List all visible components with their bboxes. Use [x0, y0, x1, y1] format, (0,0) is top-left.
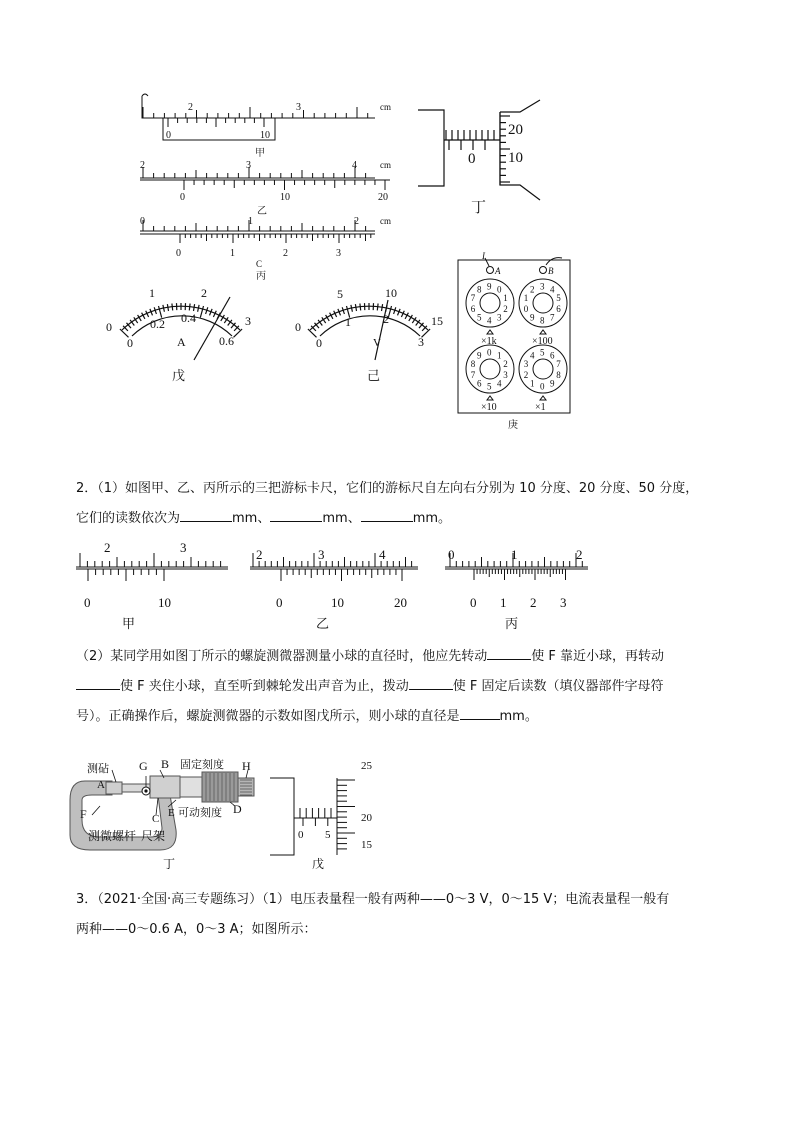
- dial-digit: 6: [556, 303, 561, 314]
- dial-digit: 9: [487, 281, 492, 292]
- bing-top-main-0: 0: [140, 216, 145, 227]
- bing-top-ver-2: 2: [283, 248, 288, 259]
- jia-top-ver-10: 10: [260, 130, 270, 141]
- part-G: G: [139, 759, 148, 773]
- ding-top-10: 10: [508, 150, 523, 166]
- scale-tick: [355, 304, 356, 311]
- dial-digit: 5: [540, 347, 545, 358]
- mid-bing-ver-1: 1: [500, 595, 507, 610]
- q2-p2-l3b: mm。: [499, 709, 538, 724]
- jia-top-unit: cm: [380, 102, 391, 112]
- q2-p2-l1a: （2）某同学用如图丁所示的螺旋测微器测量小球的直径时，他应先转动: [76, 649, 488, 664]
- caliper-bing-top: [140, 220, 375, 243]
- voltmeter-ji: [308, 300, 430, 360]
- part-B: B: [161, 757, 170, 771]
- dial-digit: 0: [487, 347, 492, 358]
- answer-blank-3[interactable]: [361, 507, 413, 522]
- mid-yi-label: 乙: [316, 617, 330, 632]
- dial-digit: 3: [540, 281, 545, 292]
- wu-sleeve-5: 5: [325, 829, 331, 841]
- dial-pointer: [540, 330, 546, 334]
- dial-inner: [480, 359, 500, 379]
- wu-thimble-15: 15: [361, 839, 372, 851]
- dial-digit: 8: [470, 359, 476, 370]
- dial-digit: 4: [550, 284, 555, 295]
- geng-caption: 庚: [508, 420, 518, 431]
- dial-digit: 6: [470, 303, 476, 314]
- dial-digit: 4: [530, 350, 535, 361]
- ji-upper-0: 0: [295, 320, 301, 334]
- bing-top-main-1: 1: [248, 216, 253, 227]
- ammeter-wu: [120, 297, 242, 360]
- mid-bing-ver-0: 0: [470, 595, 477, 610]
- yi-top-main-4: 4: [352, 160, 357, 171]
- dial-digit: 1: [503, 293, 508, 304]
- part-C: C: [152, 813, 160, 825]
- unit-1: mm: [232, 511, 258, 526]
- q3-line2: 两种——0～0.6 A，0～3 A；如图所示：: [76, 922, 317, 937]
- unit-2: mm: [322, 511, 348, 526]
- dial-digit: 3: [523, 359, 529, 370]
- jia-top-main-3: 3: [296, 102, 301, 113]
- wu-sleeve-0: 0: [298, 829, 304, 841]
- dial-digit: 6: [550, 350, 555, 361]
- geng-x1: ×1: [535, 402, 546, 413]
- mid-bing-main-1: 1: [511, 547, 518, 562]
- wu-thimble-25: 25: [361, 760, 372, 772]
- wu-upper-2: 2: [201, 286, 207, 300]
- dial-digit: 3: [503, 369, 508, 380]
- scale-tick: [159, 306, 162, 318]
- scale-tick: [163, 305, 165, 312]
- jia-top-ver-0: 0: [166, 130, 171, 141]
- part-E: E: [168, 807, 175, 819]
- part-A: A: [97, 779, 105, 791]
- dial-digit: 7: [556, 359, 561, 370]
- ji-lower-0: 0: [316, 336, 322, 350]
- geng-x100: ×100: [532, 336, 553, 347]
- dial-digit: 7: [470, 293, 476, 304]
- yi-top-ver-0: 0: [180, 192, 185, 203]
- part-frame: 尺架: [141, 829, 166, 843]
- resistance-box-geng: [458, 258, 570, 413]
- mid-jia-main-3: 3: [180, 540, 187, 555]
- dial-digit: 1: [530, 378, 535, 389]
- dial-digit: 3: [497, 312, 502, 323]
- dial-digit: 8: [540, 315, 545, 326]
- micrometer-wu-reading: [270, 778, 355, 855]
- geng-x1k: ×1k: [481, 336, 497, 347]
- scale-tick: [351, 305, 353, 312]
- dial-digit: 2: [503, 359, 508, 370]
- q2-line2: [76, 504, 736, 534]
- ji-lower-2: 2: [383, 312, 389, 326]
- part-anvil: 测砧: [87, 762, 109, 775]
- end-1: 。: [438, 511, 452, 526]
- dial-digit: 7: [550, 312, 555, 323]
- ji-caption: 己: [367, 369, 381, 384]
- wu-caption: 戊: [172, 369, 186, 384]
- ding-top-0: 0: [468, 151, 476, 167]
- dial-digit: 4: [497, 378, 502, 389]
- ji-lower-3: 3: [418, 335, 424, 349]
- mid-yi-ver-20: 20: [394, 595, 407, 610]
- answer-blank-1[interactable]: [180, 507, 232, 522]
- part-spindle: 测微螺杆: [88, 829, 137, 843]
- ji-upper-15: 15: [431, 314, 443, 328]
- mid-yi-ver-0: 0: [276, 595, 283, 610]
- dial-digit: 8: [477, 284, 482, 295]
- ding-caption-lower: 丁: [163, 857, 176, 871]
- dial-digit: 5: [477, 312, 482, 323]
- yi-top-label: 乙: [257, 206, 267, 217]
- q2-part1-line1: （1）如图甲、乙、丙所示的三把游标卡尺，它们的游标尺自左向右分别为 10 分度、20 分度、50 分度，: [97, 481, 699, 496]
- ding-top-caption: 丁: [471, 198, 487, 216]
- bing-top-main-2: 2: [354, 216, 359, 227]
- wu-thimble-20: 20: [361, 812, 372, 824]
- dial-digit: 6: [477, 378, 482, 389]
- yi-top-main-3: 3: [246, 160, 251, 171]
- dial-digit: 5: [487, 381, 492, 392]
- mid-bing-label: 丙: [505, 617, 519, 632]
- mid-bing-main-0: 0: [448, 547, 455, 562]
- sep-2: 、: [347, 511, 361, 526]
- caliper-jia-top: [142, 94, 375, 140]
- yi-top-ver-10: 10: [280, 192, 290, 203]
- scale-tick: [167, 304, 168, 311]
- part-F: F: [80, 807, 87, 821]
- geng-A: A: [495, 266, 501, 276]
- q2-p2-l3a: 号）。正确操作后，螺旋测微器的示数如图戊所示，则小球的直径是: [76, 709, 460, 724]
- part-movable-scale: 可动刻度: [178, 806, 222, 819]
- scale-tick: [360, 304, 361, 311]
- scale-tick: [198, 305, 200, 312]
- dial-digit: 9: [530, 312, 535, 323]
- wu-lower-02: 0.2: [150, 317, 165, 331]
- dial-digit: 1: [497, 350, 502, 361]
- answer-blank-7[interactable]: [460, 705, 500, 720]
- mid-jia-ver-10: 10: [158, 595, 171, 610]
- wu-lower-0: 0: [127, 336, 133, 350]
- wu-lower-04: 0.4: [181, 311, 196, 325]
- mid-yi-main-3: 3: [318, 547, 325, 562]
- mid-bing-main-2: 2: [576, 547, 583, 562]
- wu-upper-3: 3: [245, 314, 251, 328]
- dial-digit: 7: [470, 369, 476, 380]
- geng-I: I: [482, 251, 485, 261]
- answer-blank-6[interactable]: [409, 675, 453, 690]
- scale-tick: [189, 304, 190, 311]
- dial-pointer: [540, 396, 546, 400]
- dial-digit: 2: [530, 284, 535, 295]
- part-fixed-scale: 固定刻度: [180, 758, 224, 771]
- dial-digit: 9: [550, 378, 555, 389]
- ji-upper-5: 5: [337, 287, 343, 301]
- dial-digit: 0: [497, 284, 502, 295]
- sep-1: 、: [257, 511, 271, 526]
- dial-digit: 0: [540, 381, 545, 392]
- dial-digit: 2: [523, 369, 529, 380]
- mid-yi-ver-10: 10: [331, 595, 344, 610]
- dial-digit: 2: [503, 303, 508, 314]
- bing-top-unit: cm: [380, 216, 391, 226]
- dial-digit: 5: [556, 293, 561, 304]
- q2-p2-l1b: 使 F 靠近小球，再转动: [531, 649, 665, 664]
- scale-tick: [377, 304, 378, 311]
- ji-unit: V: [373, 337, 381, 349]
- jia-top-main-2: 2: [188, 102, 193, 113]
- bing-top-ver-1: 1: [230, 248, 235, 259]
- caliper-jia-mid: [76, 553, 228, 581]
- wu-lower-06: 0.6: [219, 334, 234, 348]
- ding-top-20: 20: [508, 122, 523, 138]
- dial-pointer: [487, 330, 493, 334]
- dial-pointer: [487, 396, 493, 400]
- answer-blank-4[interactable]: [487, 645, 531, 660]
- ji-upper-10: 10: [385, 286, 397, 300]
- scale-tick: [200, 306, 203, 318]
- q3-line1: 3．（2021·全国·高三专题练习）（1）电压表量程一般有两种——0～3 V，0～15 V；电流表量程一般有: [76, 892, 670, 907]
- bing-top-ver-3: 3: [336, 248, 341, 259]
- part-D: D: [233, 802, 242, 816]
- dial-digit: 1: [523, 293, 529, 304]
- q2-part2-line1: [76, 642, 736, 672]
- mid-bing-ver-2: 2: [530, 595, 537, 610]
- geng-x10: ×10: [481, 402, 497, 413]
- bing-top-c: C: [256, 259, 263, 269]
- ji-lower-1: 1: [345, 315, 351, 329]
- mid-jia-main-2: 2: [104, 540, 111, 555]
- q3: [76, 885, 736, 945]
- geng-B: B: [548, 266, 554, 276]
- mid-jia-ver-0: 0: [84, 595, 91, 610]
- dial-digit: 0: [523, 303, 529, 314]
- dial-inner: [533, 359, 553, 379]
- q2-line1: [76, 474, 736, 504]
- dial-digit: 4: [487, 315, 492, 326]
- mid-bing-ver-3: 3: [560, 595, 567, 610]
- part-H: H: [242, 759, 251, 773]
- wu-upper-0: 0: [106, 320, 112, 334]
- jia-top-label: 甲: [255, 148, 265, 159]
- wu-caption-lower: 戊: [312, 857, 325, 871]
- scale-tick: [194, 304, 195, 311]
- wu-unit: A: [177, 335, 186, 349]
- yi-top-ver-20: 20: [378, 192, 388, 203]
- dial-digit: 9: [477, 350, 482, 361]
- dial-inner: [480, 293, 500, 313]
- q2-p2-l2a: 使 F 夹住小球，直至听到棘轮发出声音为止，拨动: [120, 679, 409, 694]
- dial-inner: [533, 293, 553, 313]
- q2-p2-l2b: 使 F 固定后读数（填仪器部件字母符: [452, 679, 664, 694]
- q2-number: 2．: [76, 481, 98, 496]
- wu-upper-1: 1: [149, 286, 155, 300]
- bing-top-label: 丙: [256, 271, 266, 282]
- answer-blank-5[interactable]: [76, 675, 120, 690]
- mid-yi-main-4: 4: [379, 547, 386, 562]
- q2-reading-prefix: 它们的读数依次为: [76, 511, 181, 526]
- q2-part2-line3: [76, 702, 736, 732]
- caliper-yi-mid: [250, 553, 418, 581]
- bing-top-ver-0: 0: [176, 248, 181, 259]
- mid-yi-main-2: 2: [256, 547, 263, 562]
- dial-digit: 8: [556, 369, 561, 380]
- q2-part2: [76, 642, 736, 732]
- scale-tick: [172, 304, 173, 311]
- q2-part1: [76, 474, 736, 534]
- unit-3: mm: [412, 511, 439, 526]
- yi-top-unit: cm: [380, 160, 391, 170]
- answer-blank-2[interactable]: [270, 507, 322, 522]
- scale-tick: [382, 304, 383, 311]
- q2-part2-line2: [76, 672, 736, 702]
- mid-jia-label: 甲: [122, 617, 136, 632]
- yi-top-main-2: 2: [140, 160, 145, 171]
